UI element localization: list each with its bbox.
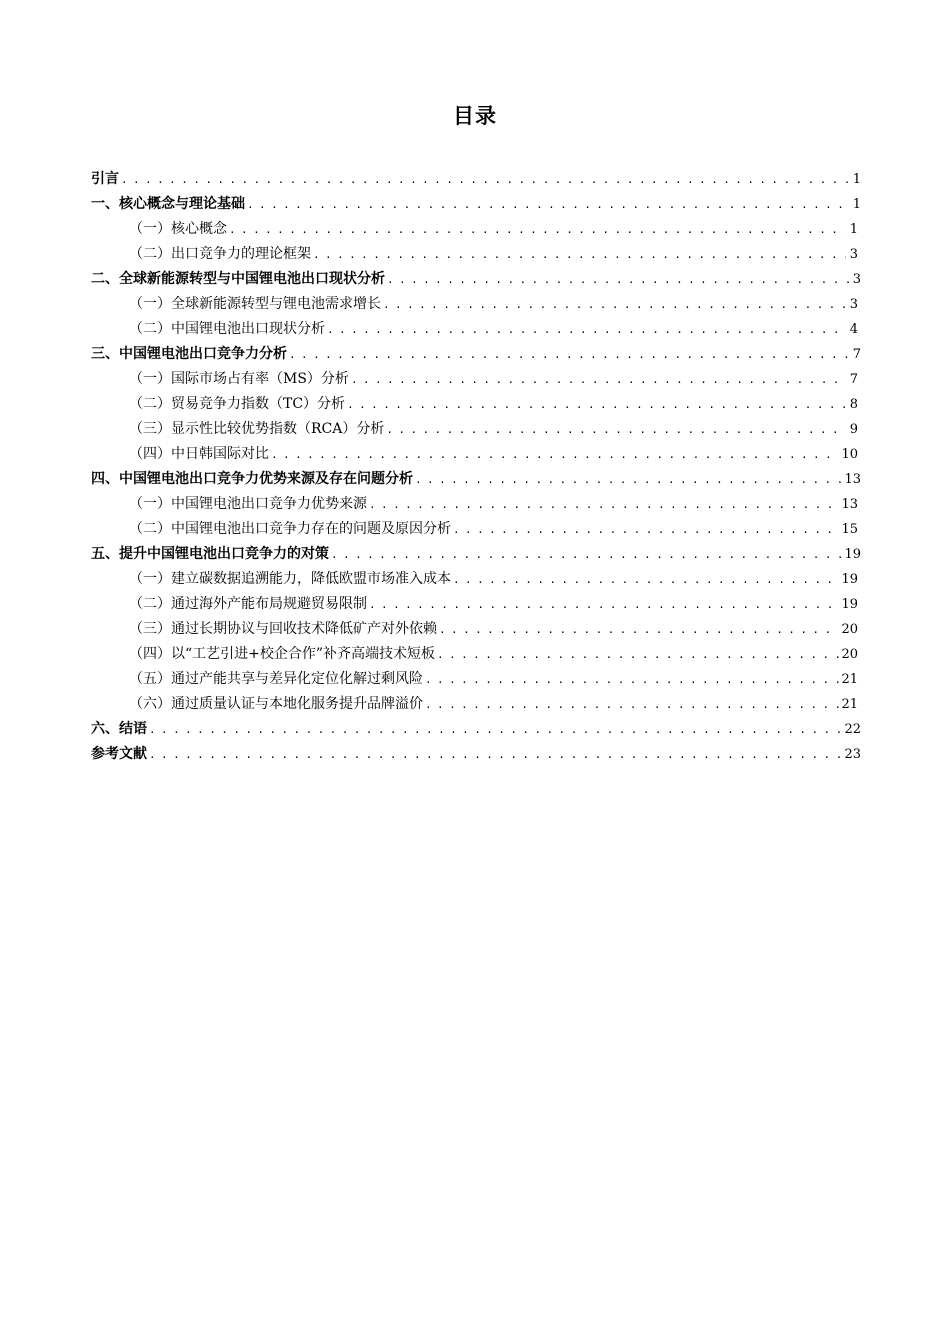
toc-entry-label: （四）中日韩国际对比 <box>129 446 269 462</box>
toc-page-number: 22 <box>844 722 861 737</box>
toc-page-number: 3 <box>849 247 858 262</box>
toc-dot-leader <box>415 467 842 492</box>
toc-dot-leader <box>369 592 839 617</box>
toc-entry-label: （一）建立碳数据追溯能力，降低欧盟市场准入成本 <box>129 571 451 587</box>
toc-page-number: 23 <box>844 747 861 762</box>
toc-dot-leader <box>453 567 839 592</box>
toc-dot-leader <box>331 542 842 567</box>
toc-entry-label: （二）中国锂电池出口现状分析 <box>129 321 325 337</box>
toc-dot-leader <box>313 242 846 267</box>
toc-section-entry[interactable] <box>91 217 861 242</box>
toc-dot-leader <box>247 192 849 217</box>
toc-entry-label: （二）贸易竞争力指数（TC）分析 <box>129 396 346 412</box>
toc-dot-leader <box>351 367 846 392</box>
toc-dot-leader <box>149 742 842 767</box>
toc-entry-label: （二）中国锂电池出口竞争力存在的问题及原因分析 <box>129 521 451 537</box>
toc-entry-label: （二）通过海外产能布局规避贸易限制 <box>129 596 367 612</box>
toc-entry-label: （三）显示性比较优势指数（RCA）分析 <box>129 421 385 437</box>
toc-section-entry[interactable] <box>91 667 861 692</box>
toc-dot-leader <box>229 217 846 242</box>
toc-dot-leader <box>437 642 839 667</box>
toc-dot-leader <box>327 317 846 342</box>
toc-page-number: 1 <box>852 172 861 187</box>
toc-dot-leader <box>149 717 842 742</box>
toc-entry-label: （五）通过产能共享与差异化定位化解过剩风险 <box>129 671 423 687</box>
toc-section-entry[interactable] <box>91 692 861 717</box>
toc-section-entry[interactable] <box>91 417 861 442</box>
toc-dot-leader <box>369 492 839 517</box>
toc-page-number: 20 <box>841 622 858 637</box>
toc-page-number: 21 <box>841 697 858 712</box>
toc-entry-label: （一）全球新能源转型与锂电池需求增长 <box>129 296 381 312</box>
toc-dot-leader <box>121 167 849 192</box>
toc-section-entry[interactable] <box>91 392 861 417</box>
toc-entry-label: 五、提升中国锂电池出口竞争力的对策 <box>91 546 329 562</box>
toc-chapter-entry[interactable] <box>91 717 861 742</box>
toc-dot-leader <box>347 392 846 417</box>
toc-entry-label: 一、核心概念与理论基础 <box>91 196 245 212</box>
toc-chapter-entry[interactable] <box>91 167 861 192</box>
toc-page-number: 3 <box>852 272 861 287</box>
toc-section-entry[interactable] <box>91 567 861 592</box>
toc-entry-label: （二）出口竞争力的理论框架 <box>129 246 311 262</box>
toc-page-number: 1 <box>852 197 861 212</box>
toc-page-number: 7 <box>849 372 858 387</box>
toc-section-entry[interactable] <box>91 517 861 542</box>
toc-page-number: 4 <box>849 322 858 337</box>
toc-entry-label: 六、结语 <box>91 721 147 737</box>
toc-chapter-entry[interactable] <box>91 742 861 767</box>
toc-entry-label: （四）以“工艺引进+校企合作”补齐高端技术短板 <box>129 646 436 662</box>
toc-page-number: 13 <box>844 472 861 487</box>
toc-page-number: 3 <box>849 297 858 312</box>
toc-page-number: 13 <box>841 497 858 512</box>
toc-dot-leader <box>386 417 846 442</box>
toc-section-entry[interactable] <box>91 492 861 517</box>
toc-dot-leader <box>425 667 839 692</box>
toc-entry-label: （一）国际市场占有率（MS）分析 <box>129 371 349 387</box>
toc-chapter-entry[interactable] <box>91 467 861 492</box>
toc-dot-leader <box>439 617 839 642</box>
toc-section-entry[interactable] <box>91 242 861 267</box>
toc-dot-leader <box>387 267 849 292</box>
toc-entry-label: 参考文献 <box>91 746 147 762</box>
toc-section-entry[interactable] <box>91 642 861 667</box>
toc-chapter-entry[interactable] <box>91 267 861 292</box>
toc-dot-leader <box>383 292 846 317</box>
toc-page-number: 15 <box>841 522 858 537</box>
toc-section-entry[interactable] <box>91 442 861 467</box>
toc-page-number: 9 <box>849 422 858 437</box>
toc-chapter-entry[interactable] <box>91 542 861 567</box>
toc-entry-label: 引言 <box>91 171 119 187</box>
toc-entry-label: 三、中国锂电池出口竞争力分析 <box>91 346 287 362</box>
toc-page-number: 10 <box>841 447 858 462</box>
toc-entry-label: （六）通过质量认证与本地化服务提升品牌溢价 <box>129 696 423 712</box>
toc-dot-leader <box>271 442 839 467</box>
toc-entry-label: （三）通过长期协议与回收技术降低矿产对外依赖 <box>129 621 437 637</box>
toc-page-number: 19 <box>841 572 858 587</box>
toc-entry-label: 二、全球新能源转型与中国锂电池出口现状分析 <box>91 271 385 287</box>
toc-entry-label: （一）核心概念 <box>129 221 227 237</box>
toc-chapter-entry[interactable] <box>91 192 861 217</box>
page-title: 目录 <box>453 104 497 128</box>
toc-page-number: 8 <box>849 397 858 412</box>
toc-chapter-entry[interactable] <box>91 342 861 367</box>
toc-page-number: 1 <box>849 222 858 237</box>
toc-page-number: 19 <box>844 547 861 562</box>
toc-page-number: 19 <box>841 597 858 612</box>
toc-entry-label: 四、中国锂电池出口竞争力优势来源及存在问题分析 <box>91 471 413 487</box>
toc-section-entry[interactable] <box>91 317 861 342</box>
toc-page-number: 7 <box>852 347 861 362</box>
toc-dot-leader <box>453 517 839 542</box>
toc-page-number: 21 <box>841 672 858 687</box>
toc-section-entry[interactable] <box>91 367 861 392</box>
table-of-contents <box>91 167 861 767</box>
toc-section-entry[interactable] <box>91 592 861 617</box>
toc-section-entry[interactable] <box>91 617 861 642</box>
toc-page-number: 20 <box>841 647 858 662</box>
toc-dot-leader <box>289 342 849 367</box>
toc-entry-label: （一）中国锂电池出口竞争力优势来源 <box>129 496 367 512</box>
toc-section-entry[interactable] <box>91 292 861 317</box>
toc-dot-leader <box>425 692 839 717</box>
